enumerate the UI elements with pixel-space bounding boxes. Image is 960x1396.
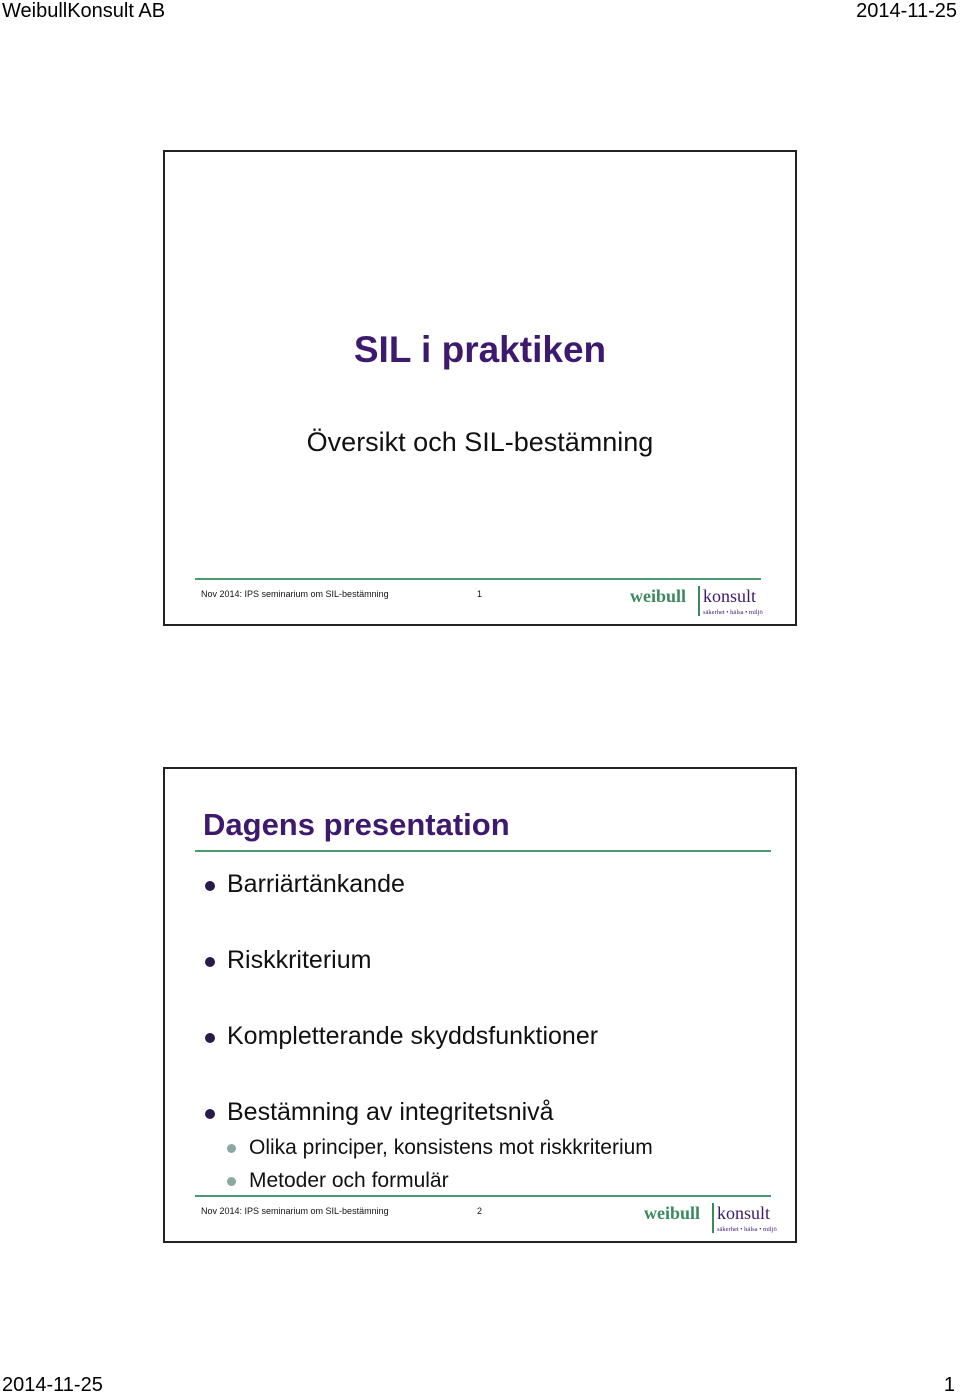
logo-divider	[712, 1203, 714, 1233]
slide-footer-text: Nov 2014: IPS seminarium om SIL-bestämning	[201, 1206, 389, 1216]
footer-rule	[195, 578, 761, 580]
slide-number: 1	[477, 589, 483, 599]
list-item: Bestämning av integritetsnivå	[205, 1097, 554, 1127]
slide-number: 2	[477, 1206, 483, 1216]
list-subitem: Metoder och formulär	[227, 1168, 449, 1194]
slide-subtitle: Översikt och SIL-bestämning	[306, 427, 654, 457]
list-subitem: Olika principer, konsistens mot riskkriterium	[227, 1135, 653, 1161]
list-item: Riskkriterium	[205, 945, 371, 975]
slide-title: Dagens presentation	[203, 807, 510, 842]
footer-rule	[195, 1195, 771, 1197]
logo-brand-left: weibull	[630, 586, 687, 606]
slide-title: SIL i praktiken	[353, 329, 607, 370]
list-item: Barriärtänkande	[205, 869, 405, 899]
title-rule	[195, 850, 771, 852]
logo-brand-left: weibull	[644, 1203, 701, 1223]
list-item: Kompletterande skyddsfunktioner	[205, 1021, 598, 1051]
page-number: 1	[943, 1374, 955, 1396]
weibull-konsult-logo	[644, 1201, 784, 1239]
slide-1	[163, 150, 797, 626]
page-footer-date: 2014-11-25	[2, 1374, 103, 1396]
logo-brand-right: konsult	[717, 1203, 771, 1223]
weibull-konsult-logo	[630, 584, 770, 622]
logo-tagline: säkerhet • hälsa • miljö	[703, 609, 763, 616]
page-header-company: WeibullKonsult AB	[2, 0, 166, 22]
logo-tagline: säkerhet • hälsa • miljö	[717, 1226, 777, 1233]
slide-2	[163, 767, 797, 1243]
logo-divider	[698, 586, 700, 616]
logo-brand-right: konsult	[703, 586, 757, 606]
page-header-date: 2014-11-25	[856, 0, 957, 22]
slide-footer-text: Nov 2014: IPS seminarium om SIL-bestämning	[201, 589, 389, 599]
